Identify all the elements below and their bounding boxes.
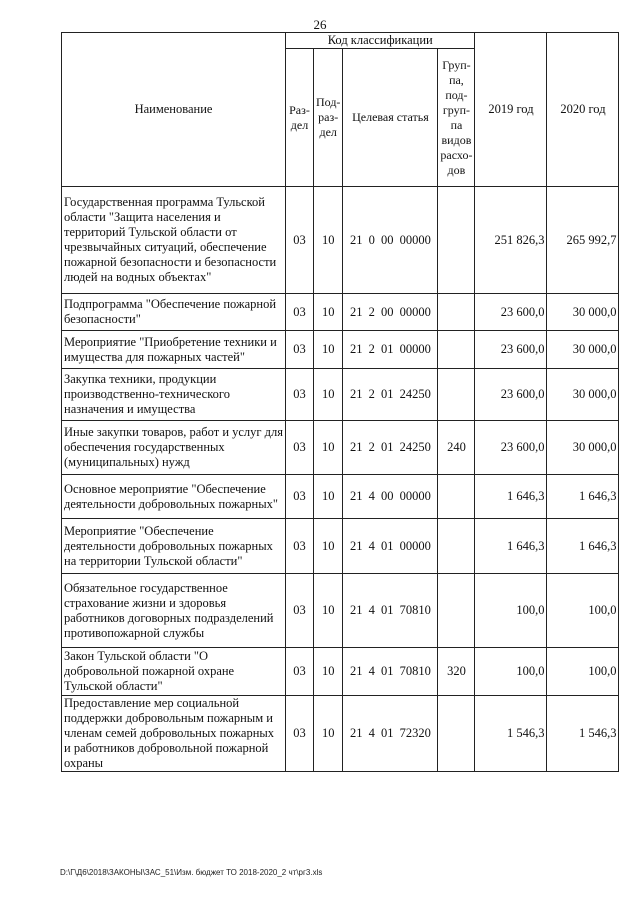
row-vid xyxy=(438,519,475,574)
row-2020: 265 992,7 xyxy=(547,187,619,294)
header-podrazdel: Под- раз- дел xyxy=(314,49,343,187)
row-target: 21 4 01 72320 xyxy=(343,696,438,772)
row-2020: 1 646,3 xyxy=(547,475,619,519)
row-2019: 251 826,3 xyxy=(475,187,547,294)
page-number: 26 xyxy=(313,17,327,32)
row-podrazdel: 10 xyxy=(314,648,343,696)
row-vid xyxy=(438,475,475,519)
row-2020: 30 000,0 xyxy=(547,369,619,421)
row-podrazdel: 10 xyxy=(314,475,343,519)
row-name: Иные закупки товаров, работ и услуг для обеспечения государственных (муниципальных) нужд xyxy=(62,421,286,475)
row-podrazdel: 10 xyxy=(314,696,343,772)
row-name: Обязательное государственное страхование жизни и здоровья работников договорных подразделений противопожарной службы xyxy=(62,574,286,648)
row-name: Мероприятие "Обеспечение деятельности добровольных пожарных на территории Тульской области" xyxy=(62,519,286,574)
row-2019: 100,0 xyxy=(475,574,547,648)
table-row xyxy=(62,331,619,369)
header-razdel: Раз- дел xyxy=(286,49,314,187)
table-body xyxy=(62,187,619,772)
row-razdel: 03 xyxy=(286,574,314,648)
row-2019: 1 646,3 xyxy=(475,519,547,574)
table-row xyxy=(62,574,619,648)
row-razdel: 03 xyxy=(286,331,314,369)
table-row xyxy=(62,187,619,294)
table-row xyxy=(62,696,619,772)
row-vid xyxy=(438,574,475,648)
row-name: Предоставление мер социальной поддержки добровольным пожарным и членам семей добровольных пожарных и работников добровольной пожарной охраны xyxy=(62,696,286,772)
row-razdel: 03 xyxy=(286,519,314,574)
row-2019: 1 546,3 xyxy=(475,696,547,772)
row-target: 21 4 01 00000 xyxy=(343,519,438,574)
header-name: Наименование xyxy=(62,33,286,187)
row-razdel: 03 xyxy=(286,421,314,475)
header-target: Целевая статья xyxy=(343,49,438,187)
row-razdel: 03 xyxy=(286,648,314,696)
row-vid xyxy=(438,294,475,331)
row-podrazdel: 10 xyxy=(314,519,343,574)
row-podrazdel: 10 xyxy=(314,574,343,648)
row-podrazdel: 10 xyxy=(314,421,343,475)
row-2019: 23 600,0 xyxy=(475,331,547,369)
header-year-2020: 2020 год xyxy=(547,33,619,187)
row-2020: 30 000,0 xyxy=(547,421,619,475)
row-name: Закупка техники, продукции производственно-технического назначения и имущества xyxy=(62,369,286,421)
row-target: 21 2 01 00000 xyxy=(343,331,438,369)
row-podrazdel: 10 xyxy=(314,369,343,421)
table-row xyxy=(62,475,619,519)
row-2019: 23 600,0 xyxy=(475,294,547,331)
table-row xyxy=(62,369,619,421)
row-target: 21 0 00 00000 xyxy=(343,187,438,294)
row-razdel: 03 xyxy=(286,187,314,294)
row-razdel: 03 xyxy=(286,696,314,772)
row-2020: 1 646,3 xyxy=(547,519,619,574)
row-name: Мероприятие "Приобретение техники и имущества для пожарных частей" xyxy=(62,331,286,369)
row-2020: 30 000,0 xyxy=(547,331,619,369)
row-target: 21 4 00 00000 xyxy=(343,475,438,519)
table-row xyxy=(62,519,619,574)
table-row xyxy=(62,421,619,475)
row-vid xyxy=(438,187,475,294)
row-podrazdel: 10 xyxy=(314,331,343,369)
row-2020: 100,0 xyxy=(547,574,619,648)
row-2019: 100,0 xyxy=(475,648,547,696)
header-vid: Груп- па, под- груп- па видов расхо- дов xyxy=(438,49,475,187)
row-target: 21 2 01 24250 xyxy=(343,421,438,475)
row-2020: 1 546,3 xyxy=(547,696,619,772)
row-target: 21 4 01 70810 xyxy=(343,648,438,696)
row-2019: 1 646,3 xyxy=(475,475,547,519)
row-name: Основное мероприятие "Обеспечение деятельности добровольных пожарных" xyxy=(62,475,286,519)
row-vid xyxy=(438,331,475,369)
row-name: Подпрограмма "Обеспечение пожарной безопасности" xyxy=(62,294,286,331)
row-2019: 23 600,0 xyxy=(475,421,547,475)
row-razdel: 03 xyxy=(286,294,314,331)
row-name: Государственная программа Тульской области "Защита населения и территорий Тульской области от чрезвычайных ситуаций, обеспечение пожарной безопасности и безопасности людей на водных объектах" xyxy=(62,187,286,294)
row-target: 21 4 01 70810 xyxy=(343,574,438,648)
row-vid xyxy=(438,369,475,421)
table-row xyxy=(62,648,619,696)
row-vid xyxy=(438,696,475,772)
row-razdel: 03 xyxy=(286,369,314,421)
row-2020: 100,0 xyxy=(547,648,619,696)
row-target: 21 2 01 24250 xyxy=(343,369,438,421)
budget-table xyxy=(61,32,619,772)
row-podrazdel: 10 xyxy=(314,187,343,294)
row-razdel: 03 xyxy=(286,475,314,519)
table-row xyxy=(62,294,619,331)
row-2019: 23 600,0 xyxy=(475,369,547,421)
row-vid: 320 xyxy=(438,648,475,696)
row-name: Закон Тульской области "О добровольной пожарной охране Тульской области" xyxy=(62,648,286,696)
row-vid: 240 xyxy=(438,421,475,475)
header-code-group: Код классификации xyxy=(286,33,475,49)
row-podrazdel: 10 xyxy=(314,294,343,331)
row-target: 21 2 00 00000 xyxy=(343,294,438,331)
header-year-2019: 2019 год xyxy=(475,33,547,187)
row-2020: 30 000,0 xyxy=(547,294,619,331)
file-path-footer: D:\Г\Д6\2018\ЗАКОНЫ\ЗАС_51\Изм. бюджет ТО 2018-2020_2 чт\рг3.xls xyxy=(60,868,323,877)
